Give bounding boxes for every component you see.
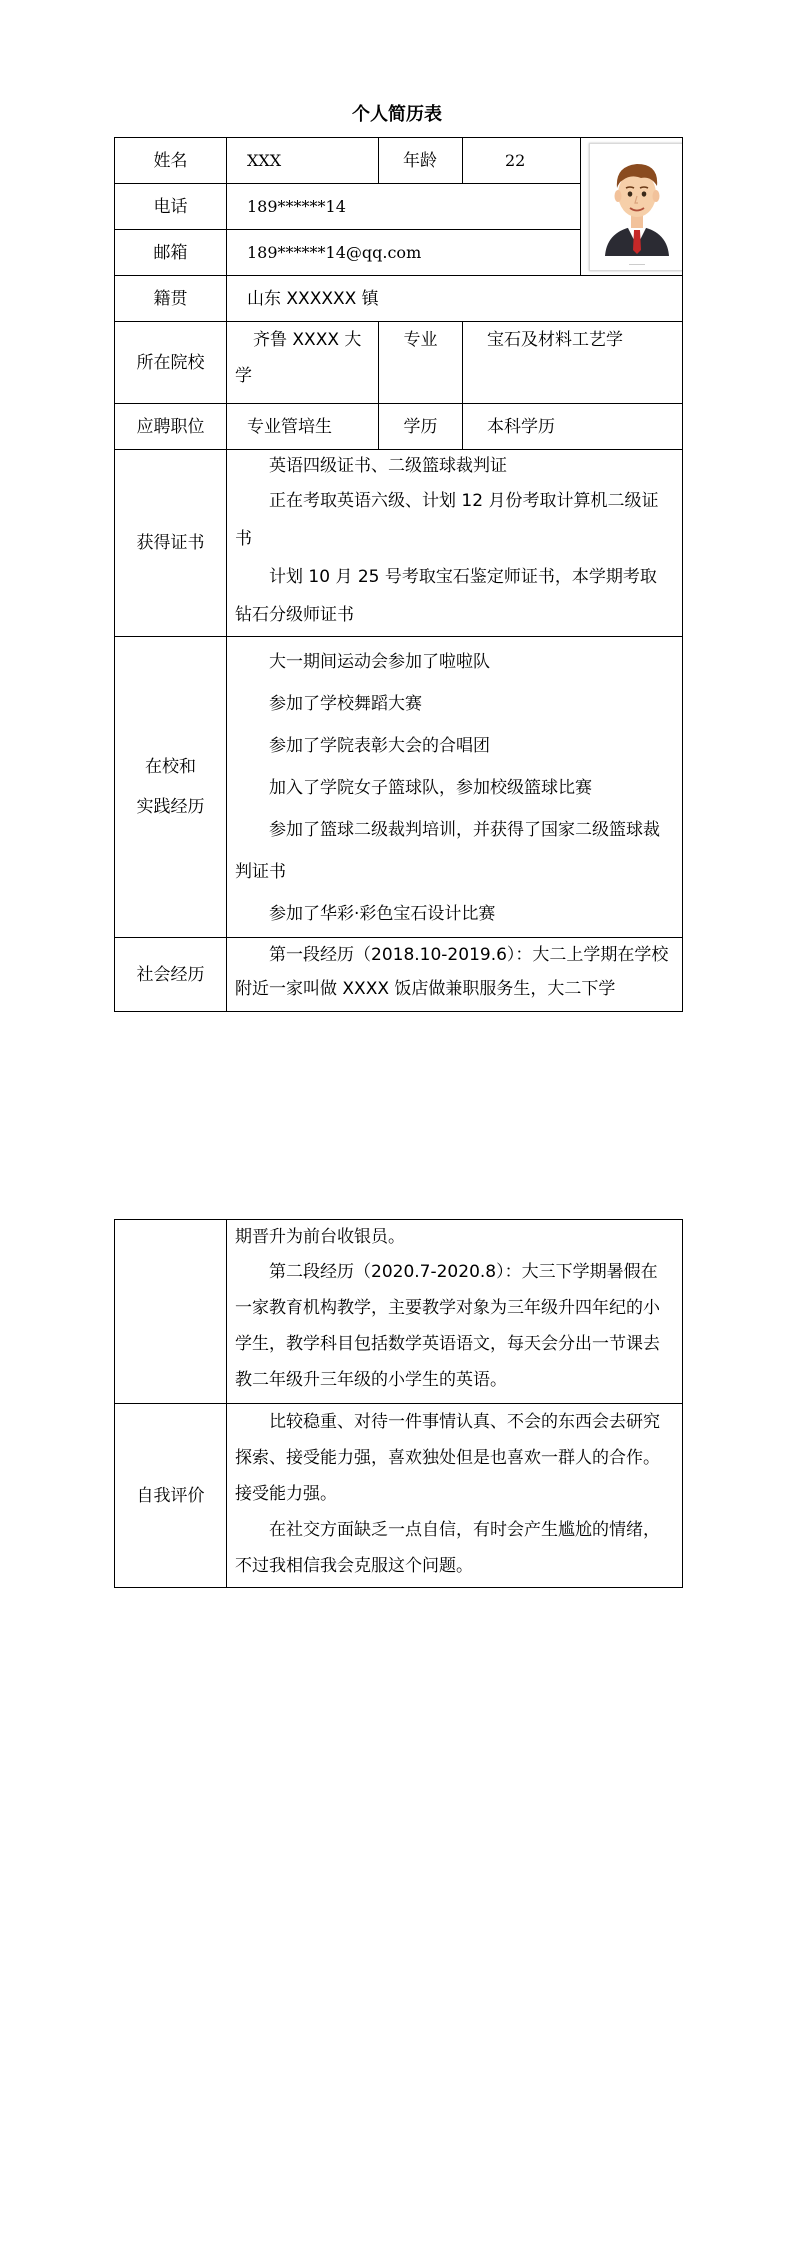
certificates-label: 获得证书 [115, 450, 227, 637]
photo-cell [581, 138, 683, 276]
self-eval-label: 自我评价 [115, 1404, 227, 1588]
campus-item: 参加了华彩·彩色宝石设计比赛 [269, 904, 496, 924]
social-item-cont: 期晋升为前台收银员。 [235, 1227, 405, 1247]
self-eval-item: 在社交方面缺乏一点自信，有时会产生尴尬的情绪，不过我相信我会克服这个问题。 [235, 1520, 660, 1576]
campus-item: 参加了篮球二级裁判培训，并获得了国家二级篮球裁判证书 [235, 820, 660, 882]
school-label: 所在院校 [115, 322, 227, 404]
age-value: 22 [463, 138, 581, 184]
resume-table-page2 [114, 1219, 683, 1588]
campus-label-line1: 在校和 [145, 757, 196, 777]
email-label: 邮箱 [115, 230, 227, 276]
certificates-content [227, 450, 683, 637]
position-label: 应聘职位 [115, 404, 227, 450]
campus-item: 参加了学校舞蹈大赛 [269, 694, 422, 714]
self-eval-item: 比较稳重、对待一件事情认真、不会的东西会去研究探索、接受能力强，喜欢独处但是也喜欢一群人的合作。接受能力强。 [235, 1412, 660, 1504]
position-value: 专业管培生 [227, 404, 379, 450]
school-value: 齐鲁 XXXX 大学 [227, 322, 379, 404]
origin-label: 籍贯 [115, 276, 227, 322]
social-label: 社会经历 [115, 938, 227, 1012]
campus-item: 加入了学院女子篮球队，参加校级篮球比赛 [269, 778, 592, 798]
avatar-icon [597, 150, 677, 256]
major-label: 专业 [379, 322, 463, 404]
age-label: 年龄 [379, 138, 463, 184]
phone-label: 电话 [115, 184, 227, 230]
origin-value: 山东 XXXXXX 镇 [227, 276, 683, 322]
certificate-item: 计划 10 月 25 号考取宝石鉴定师证书，本学期考取钻石分级师证书 [235, 567, 657, 625]
self-eval-content [227, 1404, 683, 1588]
social-content-part2 [227, 1220, 683, 1404]
social-content-part1 [227, 938, 683, 1012]
degree-value: 本科学历 [463, 404, 683, 450]
degree-label: 学历 [379, 404, 463, 450]
email-value: 189******14@qq.com [227, 230, 581, 276]
social-label-cont [115, 1220, 227, 1404]
campus-label-line2: 实践经历 [136, 797, 205, 817]
certificate-item: 英语四级证书、二级篮球裁判证 [269, 456, 507, 476]
avatar-photo [589, 143, 683, 271]
resume-table-page1 [114, 137, 683, 1012]
campus-label [115, 637, 227, 938]
social-item: 第一段经历（2018.10-2019.6）：大二上学期在学校附近一家叫做 XXXX 饭店做兼职服务生，大二下学 [235, 945, 669, 999]
campus-content [227, 637, 683, 938]
phone-value: 189******14 [227, 184, 581, 230]
resume-title: 个人简历表 [352, 104, 442, 125]
social-item: 第二段经历（2020.7-2020.8）：大三下学期暑假在一家教育机构教学，主要教学对象为三年级升四年纪的小学生，教学科目包括数学英语语文，每天会分出一节课去教二年级升三年级的小学生的英语。 [235, 1262, 660, 1390]
name-value: XXX [227, 138, 379, 184]
major-value: 宝石及材料工艺学 [463, 322, 683, 404]
name-label: 姓名 [115, 138, 227, 184]
certificate-item: 正在考取英语六级、计划 12 月份考取计算机二级证书 [235, 491, 659, 549]
campus-item: 参加了学院表彰大会的合唱团 [269, 736, 490, 756]
campus-item: 大一期间运动会参加了啦啦队 [269, 652, 490, 672]
